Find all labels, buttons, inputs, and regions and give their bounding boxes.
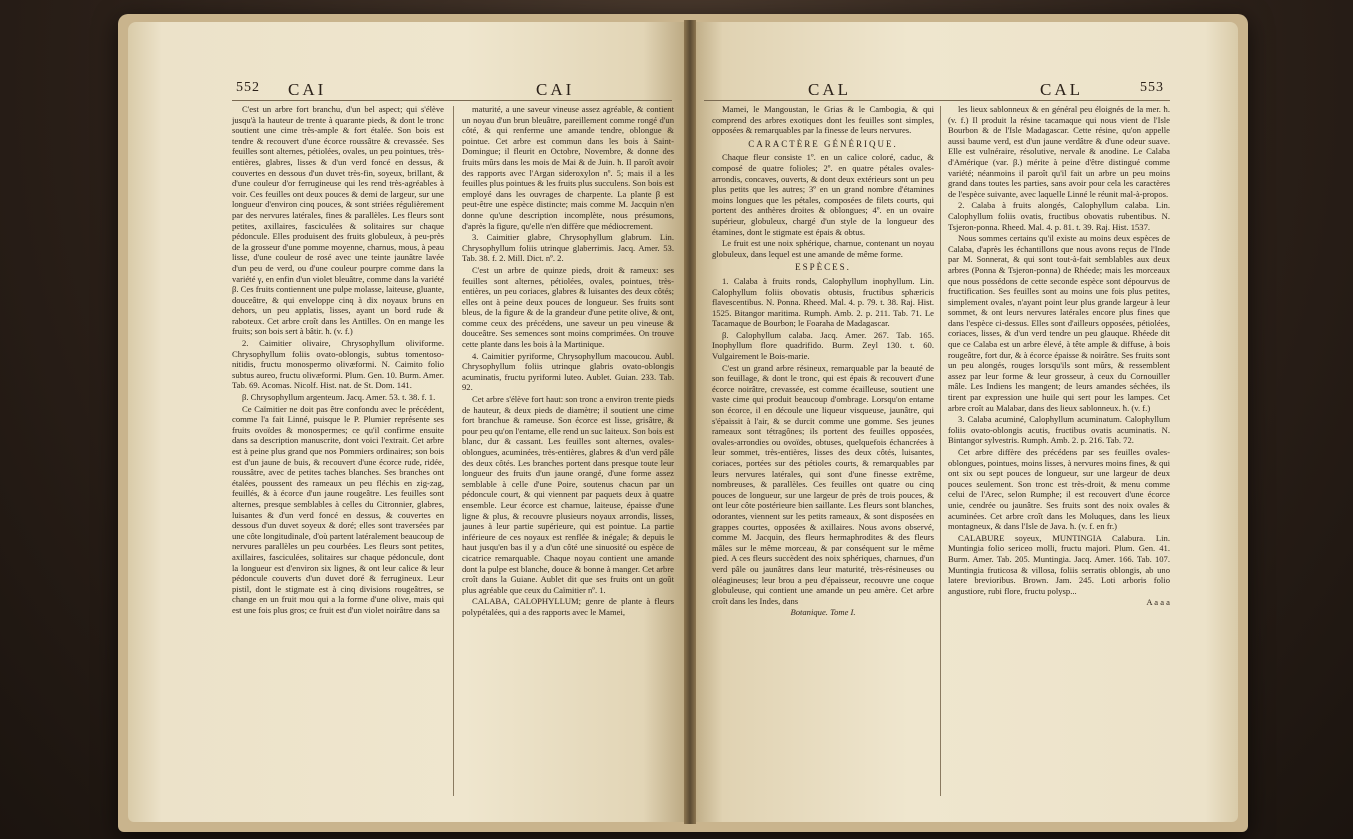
right-running-head-right: CAL [1040, 80, 1083, 99]
left-running-head-right: CAI [536, 80, 575, 99]
left-column-rule [453, 106, 454, 796]
paragraph: 3. Calaba acuminé, Calophyllum acuminatum. Calophyllum foliis ovato-oblongis acutis, fructibus ovatis acuminatis. N. Bintangor sylvestris. Rumph. Amb. 2. p. 216. Tab. 72. [948, 414, 1170, 446]
paragraph: C'est un arbre fort branchu, d'un bel aspect; qui s'élève jusqu'à la hauteur de trente à quarante pieds, & dont le tronc soutient une cime très-ample & fort étalée. Son bois est tendre & recouvert d'une écorce roussâtre & crevassée. Ses feuilles sont alternes, pétiolées, ovales, un peu pointues, très-entières, glabres, lisses & d'un verd foncé en dessus, & couvertes en dessous d'un duvet très-fin, soyeux, brillant, & d'une couleur d'or ferrugineuse qui les rend très-agréables à voir. Ces feuilles ont deux pouces & demi de largeur, sur une longueur d'environ cinq pouces, & sont striées régulièrement par des nervures latérales, fines & parallèles. Les fleurs sont petites, axillaires, fasciculées & solitaires sur chaque pédoncule. Elles produisent des fruits globuleux, à peu-près de la grosseur d'une pomme moyenne, charnus, mous, à peau lisse, d'une couleur de rosé avec une teinte jaunâtre lavée d'un peu de verd, ou d'une couleur pourpre comme dans la variété γ, en enfin d'un violet bleuâtre, comme dans la variété β. Ces fruits contiennent une pulpe molasse, laiteuse, gluante, douceâtre, & qui enveloppe cinq à dix noyaux bruns en dehors, un peu applatis, lisses, ayant un bord rude & raboteux. Cet arbre croît dans les Antilles. On en mange les fruits; son bois sert à bâtir. ħ. (v. f.) [232, 104, 445, 337]
left-column-1 [232, 104, 444, 617]
right-column-2 [948, 104, 1170, 609]
paragraph: C'est un grand arbre résineux, remarquable par la beauté de son feuillage, & dont le tronc, qui est épais & recouvert d'une écorce noirâtre, crevassée, est comme écailleuse, soutient une vaste cime qui produit beaucoup d'ombrage. Lorsqu'on entame son écorce, il en découle une liqueur visqueuse, jaunâtre, qui s'épaissit à l'air, & se durcit comme une gomme. Ses jeunes rameaux sont tétragônes; ils portent des feuilles opposées, ovales-arrondies ou ovoïdes, obtuses, quelquefois échancrées à leur sommet, très-entières, lisses des deux côtés, luisantes, coriaces, portées sur des pétioles courts, & remarquables par leurs nervures latérales, qui sont d'une finesse extrême, nombreuses, & parallèles. Ces feuilles ont quatre ou cinq pouces de longueur, sur une largeur de près de trois pouces, & ont leur côte postérieure bien saillante. Les fleurs sont blanches, odorantes, viennent sur les petits rameaux, & sont disposées en grappes courtes, opposées & axillaires. Nous avons observé, comme M. Jacquin, des fleurs hermaphrodites & des fleurs mâles sur le même morceau, & par conséquent sur le même pied. A ces fleurs succèdent des noix sphériques, charnues, d'un verd pâle ou jaunâtres dans leur maturité, très-résineuses ou oléagineuses; leur brou a peu d'épaisseur, recouvre une coque globuleuse, qui contient une amande un peu amère. Cet arbre croît dans les Indes, dans [712, 362, 934, 606]
paragraph: C'est un arbre de quinze pieds, droit & rameux: ses feuilles sont alternes, pétiolées, ovales, pointues, très-entières, un peu coriaces, glabres & luisantes des deux côtés; elles ont à peine deux pouces de longueur. Ses fruits sont bleus, de la figure & de la grandeur d'une petite olive, & ont, comme ceux des précédens, une saveur un peu vineuse & douceâtre. Ses semences sont moins comprimées. On trouve cette plante dans les bois à la Martinique. [462, 264, 674, 350]
paragraph: 2. Calaba à fruits alongés, Calophyllum calaba. Lin. Calophyllum foliis ovatis, fructibus obovatis rubentibus. N. Tsjeron-ponna. Rheed. Mal. 4. p. 81. t. 39. Raj. Hist. 1537. [948, 200, 1170, 232]
paragraph: CALABURE soyeux, MUNTINGIA Calabura. Lin. Muntingia folio sericeo molli, fructu majori. Plum. Gen. 41. Burm. Amer. Tab. 205. Muntingia. Jacq. Amer. 166. Tab. 107. Muntingia fruticosa & villosa, foliis serratis oblongis, ab uno latere brevioribus. Brown. Jam. 245. Loti arboris folio angustiore, rubi flore, fructu polysp... [948, 532, 1170, 596]
paragraph: Chaque fleur consiste 1º. en un calice coloré, caduc, & composé de quatre folioles; 2º. en quatre pétales ovales-arrondis, concaves, ouverts, & dont deux extérieurs sont un peu plus petits que les autres; 3º en un grand nombre d'étamines moins longues que les pétales, composées de filets courts, qui portent des anthères droites & oblongues; 4º. en un ovaire supérieur, globuleux, chargé d'un style de la longueur des étamines, dont le stigmate est épais & obtus. [712, 152, 934, 237]
signature-mark: A a a a [1146, 597, 1170, 608]
left-running-head-left: CAI [288, 80, 327, 99]
paragraph: Mamei, le Mangoustan, le Grias & le Cambogia, & qui comprend des arbres exotiques dont les feuilles sont simples, opposées & remarquables par la finesse de leurs nervures. [712, 104, 934, 136]
paragraph: 3. Caimitier glabre, Chrysophyllum glabrum. Lin. Chrysophyllum foliis utrinque glaberrimis. Jacq. Amer. 53. Tab. 38. f. 2. Mill. Dict. nº. 2. [462, 232, 674, 264]
paragraph: Nous sommes certains qu'il existe au moins deux espèces de Calaba, d'après les échantillons que nous avons reçus de l'Inde par M. Sonnerat, & qui sont tout-à-fait semblables aux deux arbres (Ponna & Tsjeron-ponna) de Rhéede; mais les morceaux que nous possédons de cette seconde espèce sont dépourvus de fructification. Ses feuilles sont au moins une fois plus petites, simplement ovales, n'ayant point leur plus grande largeur à leur sommet, & ont leurs nervures latérales encore plus fines que dans l'espèce ci-dessus. Elles sont d'ailleurs opposées, pétiolées, coriaces, lisses, & d'un verd tendre un peu glauque. Rhéede dit que ce Calaba est un arbre élevé, à tête ample & diffuse, à bois rougeâtre, fort dur, & à écorce épaisse & noirâtre. Ses fruits sont un peu alongés, rouges lorsqu'ils sont mûrs, & ressemblent assez par leur forme & leur grosseur, à ceux du Cornouiller mâle. Les Indiens les mangent; de leurs amandes séchées, ils tirent par expression une huile qui sert pour les lampes. Cet arbre croît au Malabar, dans des lieux sablonneux. ħ. (v. f.) [948, 233, 1170, 413]
paragraph: 2. Caimitier olivaire, Chrysophyllum oliviforme. Chrysophyllum foliis ovato-oblongis, subtus tomentoso-nitidis, fructu monospermo olivæformi. N. Caimito folio subtus aureo, fructu olivæformi. Plum. Gen. 10. Burm. Amer. Tab. 69. Acomas. Nicolf. Hist. nat. de St. Dom. 141. [232, 338, 444, 391]
paragraph: β. Calophyllum calaba. Jacq. Amer. 267. Tab. 165. Inophyllum flore quadrifido. Burm. Zeyl 130. t. 60. Vulgairement le Bois-marie. [712, 329, 934, 362]
paragraph: 1. Calaba à fruits ronds, Calophyllum inophyllum. Lin. Calophyllum foliis obovatis obtusis, fructibus sphæricis flavescentibus. N. Ponna. Rheed. Mal. 4. p. 79. t. 38. Raj. Hist. 1525. Bitangor maritima. Rumph. Amb. 2. p. 211. Tab. 71. Le Tacamaque de Bourbon; le Foaraha de Madagascar. [712, 275, 934, 329]
left-page-number: 552 [236, 80, 260, 95]
paragraph: CALABA, CALOPHYLLUM; genre de plante à fleurs polypétalées, qui a des rapports avec le Mamei, [462, 596, 674, 617]
right-column-1 [712, 104, 934, 619]
paragraph: β. Chrysophyllum argenteum. Jacq. Amer. 53. t. 38. f. 1. [242, 392, 436, 403]
right-page-number: 553 [1140, 80, 1164, 95]
right-running-head-left: CAL [808, 80, 851, 99]
right-page [690, 22, 1238, 822]
book [118, 14, 1248, 832]
section-heading: CARACTÈRE GÉNÉRIQUE. [748, 138, 898, 149]
left-page [128, 22, 688, 822]
paragraph: Le fruit est une noix sphérique, charnue, contenant un noyau globuleux, dans lequel est une amande de même forme. [712, 238, 934, 259]
section-heading: ESPÈCES. [795, 262, 851, 273]
left-head-rule [232, 100, 672, 101]
paragraph: maturité, a une saveur vineuse assez agréable, & contient un noyau d'un brun bleuâtre, pareillement comme rongé d'un côté, & qui renferme une amande tendre, oblongue & pointue. Cet arbre est commun dans les bois à Saint-Domingue; il fleurit en Octobre, Novembre, & donne des fruits mûrs dans les mois de Mai & de Juin. ħ. Il paroît avoir des rapports avec l'Argan sideroxylon nº. 5; mais il a les feuilles plus pointues & les fruits plus succulens. Son bois est employé dans les ouvrages de charpente. La plante β est peut-être une espèce distincte; mais comme M. Jacquin n'en donne qu'une description incomplète, nous présumons, d'après la figure, qu'elle n'en diffère que médiocrement. [462, 104, 674, 231]
paragraph: Ce Caïmitier ne doit pas être confondu avec le précédent, comme l'a fait Linné, puisque le P. Plumier représente ses fruits ovoïdes & monospermes; ce qu'il confirme ensuite dans sa description manuscrite, dont voici l'extrait. Cet arbre est à peine plus grand que nos Pommiers ordinaires; son bois est d'un jaune de buis, & recouvert d'une écorce rude, ridée, roussâtre, avec de petites taches blanches. Ses branches ont étalées, poussent des rameaux un peu fléchis en zig-zag, feuillés, & à écorce d'un jaune rougeâtre. Les feuilles sont alternes, presque semblables à celles du Citronnier, glabres, luisantes & d'un verd foncé en dessus, & couvertes en dessous d'un duvet soyeux & doré; elles sont traversées par une côte longitudinale, d'où partent latéralement beaucoup de nervures parallèles un peu courbées. Les fleurs sont petites, axillaires, fasciculées, solitaires sur chaque pédoncule, dont la longueur est d'environ six lignes, & ont leur calice & leur pédoncule couverts d'un duvet doré & ferrugineux. Leur pistil, dont le stigmate est à cinq divisions rougeâtres, se change en un fruit mou qui a la forme d'une olive, mais qui est une fois plus gros; ce fruit est d'un violet noirâtre dans sa [232, 403, 444, 615]
book-gutter [684, 20, 696, 824]
footer-note: Botanique. Tome I. [790, 607, 856, 618]
left-column-2 [462, 104, 674, 619]
right-column-rule [940, 106, 941, 796]
paragraph: les lieux sablonneux & en général peu éloignés de la mer. ħ. (v. f.) Il produit la résine tacamaque qui nous vient de l'Isle Bourbon & de l'Isle Madagascar. Cette résine, qu'on appelle aussi baume verd, est d'un jaune verdâtre & d'une odeur suave. Elle est vulnéraire, résolutive, nervale & anodine. Le Calaba d'Amérique (var. β.) mérite à peine d'être distingué comme variété; néanmoins il paroît qu'il fait un arbre un peu moins grand dans toutes les parties, sans avoir pour cela les caractères de l'espèce suivante, avec laquelle Linné le réunit mal-à-propos. [948, 104, 1170, 199]
paragraph: Cet arbre diffère des précédens par ses feuilles ovales-oblongues, pointues, moins lisses, à nervures moins fines, & qui ont six ou sept pouces de longueur, sur une largeur de deux pouces seulement. Son tronc est très-droit, & menu comme celui de l'Arec, selon Rumphe; il est recouvert d'une écorce unie, cendrée ou jaunâtre. Ses fruits sont des noix ovales & acuminées. Cet arbre croît dans les Moluques, dans les lieux montagneux, & dans l'Isle de Java. ħ. (v. f. en fr.) [948, 447, 1170, 532]
paragraph: 4. Caimitier pyriforme, Chrysophyllum macoucou. Aubl. Chrysophyllum foliis utrinque glabris ovato-oblongis acuminatis, fructu pyriformi luteo. Aublet. Guian. 233. Tab. 92. [462, 350, 674, 393]
paragraph: Cet arbre s'élève fort haut: son tronc a environ trente pieds de hauteur, & deux pieds de diamètre; il soutient une cime fort branchue & rameuse. Son écorce est lisse, grisâtre, & pour peu qu'on l'entame, elle rend un suc laiteux. Son bois est blanc, dur & cassant. Les feuilles sont alternes, ovales-oblongues, acuminées, très-entières, glabres & d'un verd pâle des deux côtés. Les branches portent dans presque toute leur longueur des fruits d'un jaune orangé, d'une forme assez semblable à celle d'une Poire, soutenus chacun par un pédoncule court, & qui viennent par paquets deux à quatre ensemble. Leur écorce est charnue, laiteuse, épaisse d'une ligne & plus, & recouvre plusieurs noyaux arrondis, lisses, jaunes à leur partie supérieure, qui est pointue. La partie inférieure de ces noyaux est renflée & inégale; & depuis le haut jusqu'en bas il y a d'un côté une sinuosité ou espèce de cicatrice remarquable. Chaque noyau contient une amande dont la pulpe est blanche, douce & bonne à manger. Cet arbre croît dans la Guiane. Aublet dit que ses fruits ont un goût plus agréable que ceux du Caïmitier nº. 1. [462, 394, 674, 595]
right-head-rule [704, 100, 1170, 101]
